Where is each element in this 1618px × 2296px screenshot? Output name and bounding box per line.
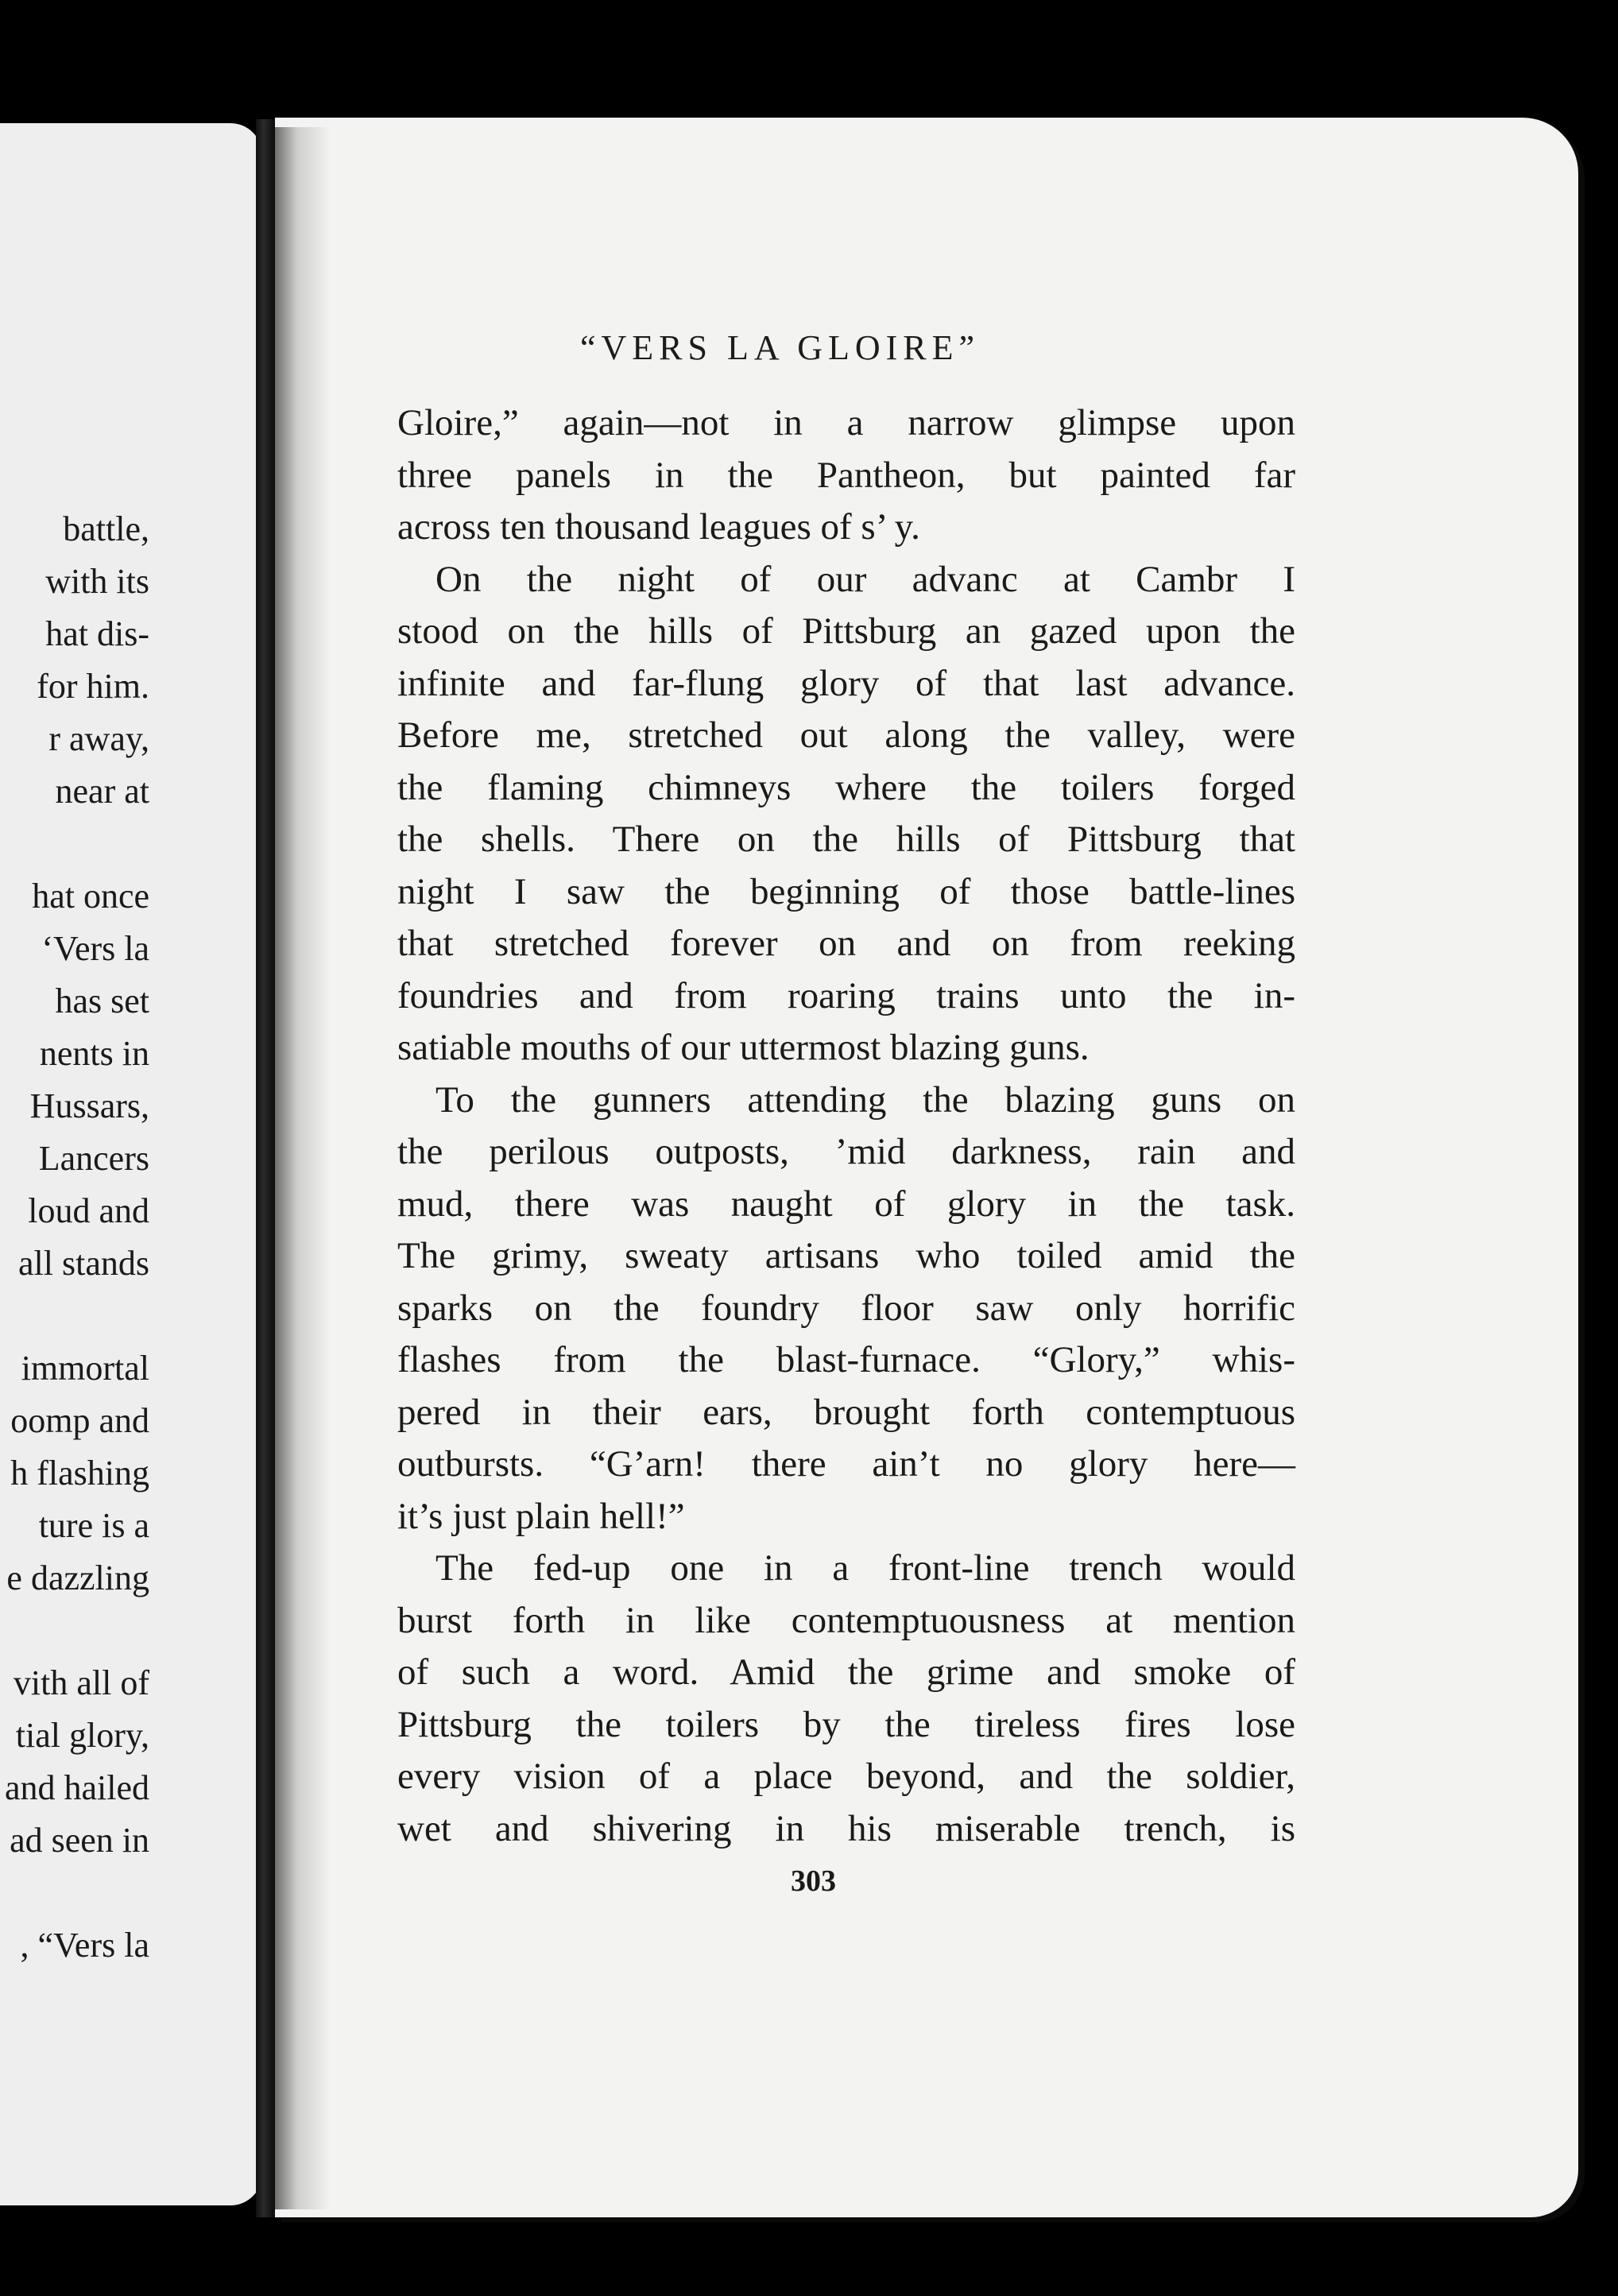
- left-text-line: nents in: [39, 1034, 149, 1073]
- left-text-line: has set: [55, 982, 149, 1020]
- left-text-line: hat once: [32, 877, 149, 916]
- gutter-shadow: [275, 127, 331, 2209]
- text-line-content: the flaming chimneys where the toilers forged: [397, 766, 1295, 808]
- running-head: “VERS LA GLOIRE”: [580, 328, 981, 367]
- left-text-line: tial glory,: [15, 1716, 149, 1755]
- text-line-content: pered in their ears, brought forth contemptuous: [397, 1391, 1295, 1433]
- text-line: [397, 501, 1295, 554]
- text-line: [397, 1283, 1295, 1335]
- text-line: [397, 1074, 1295, 1127]
- text-line-content: sparks on the foundry floor saw only horrific: [397, 1287, 1295, 1329]
- text-line-content: Before me, stretched out along the valley, were: [397, 714, 1295, 756]
- paragraph-gap: [0, 818, 149, 870]
- left-text-line: with its: [45, 562, 149, 601]
- left-text-line: near at: [55, 772, 149, 811]
- text-line: [397, 1022, 1295, 1074]
- text-line: [397, 814, 1295, 866]
- text-line-content: the shells. There on the hills of Pittsburg that: [397, 819, 1295, 860]
- left-page-text: [0, 503, 149, 1972]
- text-line-content: wet and shivering in his miserable trench, is: [397, 1807, 1295, 1849]
- text-line: [397, 762, 1295, 815]
- left-text-line: h flashing: [10, 1454, 149, 1493]
- text-line-content: burst forth in like contemptuousness at mention: [397, 1599, 1295, 1641]
- left-text-line: immortal: [21, 1349, 149, 1388]
- text-line: [397, 918, 1295, 970]
- left-text-line: , “Vers la: [20, 1926, 149, 1965]
- text-line: [397, 1595, 1295, 1647]
- text-line: [397, 1543, 1295, 1595]
- paragraph-gap: [0, 1290, 149, 1342]
- text-line-content: across ten thousand leagues of s’ y.: [397, 506, 920, 548]
- left-page: [0, 123, 262, 2205]
- text-line-content: night I saw the beginning of those battle-lines: [397, 870, 1295, 912]
- page-number: 303: [791, 1864, 836, 1898]
- text-line: [397, 554, 1295, 606]
- text-line: [397, 1334, 1295, 1387]
- text-line-content: the perilous outposts, ’mid darkness, rain and: [397, 1131, 1295, 1172]
- text-line: [397, 1647, 1295, 1699]
- text-line-content: satiable mouths of our uttermost blazing guns.: [397, 1027, 1090, 1068]
- left-text-line: Hussars,: [29, 1086, 149, 1125]
- text-line-content: foundries and from roaring trains unto the in-: [397, 974, 1295, 1016]
- text-line-content: it’s just plain hell!”: [397, 1495, 685, 1537]
- text-line-content: On the night of our advanc at Cambr I: [435, 558, 1295, 600]
- text-line: [397, 1438, 1295, 1491]
- text-line: [397, 710, 1295, 762]
- text-line: [397, 866, 1295, 919]
- text-line-content: stood on the hills of Pittsburg an gazed upon the: [397, 610, 1295, 652]
- left-text-line: all stands: [18, 1244, 149, 1283]
- text-line-content: Pittsburg the toilers by the tireless fires lose: [397, 1703, 1295, 1745]
- left-text-line: oomp and: [10, 1401, 149, 1440]
- text-line: [397, 658, 1295, 710]
- text-line-content: of such a word. Amid the grime and smoke of: [397, 1651, 1295, 1693]
- text-line-content: The fed-up one in a front-line trench would: [435, 1547, 1295, 1589]
- left-text-line: ture is a: [38, 1506, 149, 1545]
- left-text-line: battle,: [63, 509, 149, 548]
- text-line: [397, 1751, 1295, 1803]
- text-line-content: To the gunners attending the blazing guns on: [435, 1078, 1295, 1121]
- text-line-content: infinite and far-flung glory of that last advance.: [397, 662, 1295, 704]
- paragraph-gap: [0, 1605, 149, 1657]
- text-line: [397, 1179, 1295, 1231]
- text-line-content: flashes from the blast-furnace. “Glory,” whis-: [397, 1339, 1295, 1380]
- paragraph-gap: [0, 1867, 149, 1919]
- text-line: [397, 1699, 1295, 1752]
- text-line-content: three panels in the Pantheon, but painted far: [397, 454, 1295, 496]
- text-line: [397, 970, 1295, 1023]
- body-text: [397, 397, 1295, 1855]
- text-line-content: that stretched forever on and on from reeking: [397, 923, 1295, 964]
- left-text-line: ad seen in: [10, 1821, 149, 1860]
- text-line: [397, 450, 1295, 502]
- left-text-line: loud and: [28, 1191, 149, 1230]
- text-line: [397, 397, 1295, 450]
- left-text-line: and hailed: [4, 1768, 149, 1807]
- left-text-line: ‘Vers la: [41, 929, 149, 968]
- text-line-content: The grimy, sweaty artisans who toiled amid the: [397, 1235, 1295, 1276]
- left-text-line: e dazzling: [6, 1558, 149, 1597]
- text-line-content: outbursts. “G’arn! there ain’t no glory here—: [397, 1443, 1295, 1485]
- text-line-content: every vision of a place beyond, and the soldier,: [397, 1756, 1295, 1797]
- left-text-line: r away,: [48, 719, 149, 758]
- text-line: [397, 1230, 1295, 1283]
- text-line: [397, 1126, 1295, 1179]
- text-line: [397, 606, 1295, 658]
- left-text-line: hat dis-: [45, 614, 149, 653]
- text-line-content: mud, there was naught of glory in the task.: [397, 1183, 1295, 1225]
- text-line-content: Gloire,” again—not in a narrow glimpse upon: [397, 402, 1295, 443]
- text-line: [397, 1491, 1295, 1543]
- text-line: [397, 1387, 1295, 1439]
- left-text-line: Lancers: [38, 1139, 149, 1178]
- text-line: [397, 1803, 1295, 1856]
- book-gutter: [256, 119, 275, 2217]
- left-text-line: vith all of: [13, 1663, 149, 1702]
- left-text-line: for him.: [37, 667, 149, 706]
